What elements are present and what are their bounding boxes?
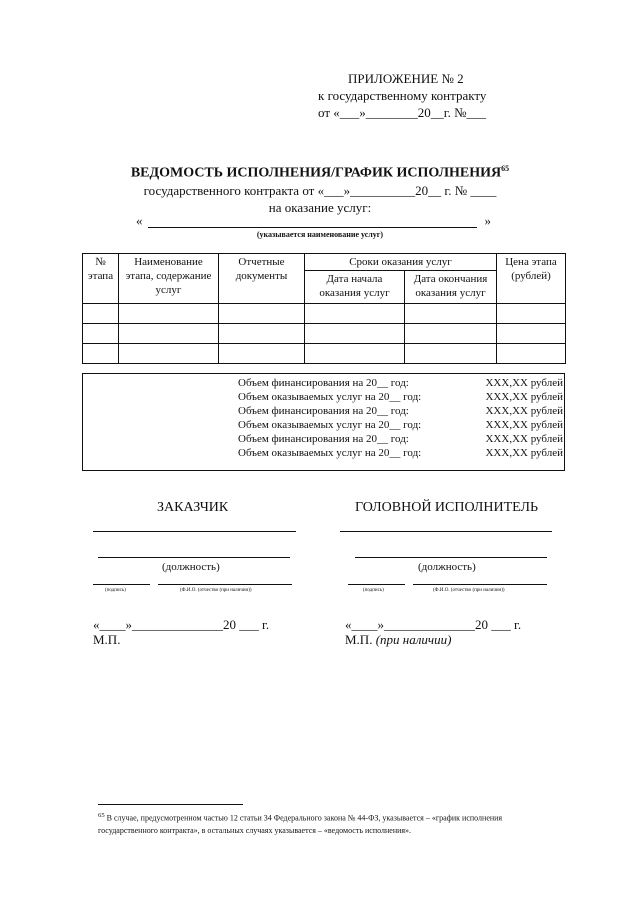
contractor-title: ГОЛОВНОЙ ИСПОЛНИТЕЛЬ (355, 500, 539, 515)
financing-value: XXX,XX рублей (485, 377, 563, 389)
col-service-terms: Сроки оказания услуг (305, 254, 497, 271)
col-stage-price: Цена этапа (рублей) (497, 254, 566, 304)
col-report-docs: Отчетные документы (219, 254, 305, 304)
close-quote: » (484, 213, 491, 228)
financing-row (238, 418, 563, 432)
contractor-signature-hint: (подпись) (363, 588, 384, 593)
financing-row (238, 446, 563, 460)
customer-date: «____»______________20 ___ г. (93, 617, 270, 632)
financing-label: Объем финансирования на 20__ год: (238, 433, 409, 445)
contractor-position-line (355, 557, 547, 558)
contractor-date: «____»______________20 ___ г. (345, 617, 522, 632)
col-start-date: Дата начала оказания услуг (305, 271, 405, 304)
open-quote: « (136, 213, 143, 228)
financing-label: Объем финансирования на 20__ год: (238, 377, 409, 389)
services-caption: на оказание услуг: (268, 199, 372, 215)
table-row (83, 304, 566, 324)
financing-label: Объем финансирования на 20__ год: (238, 405, 409, 417)
table-header-row (83, 254, 566, 271)
schedule-table (82, 253, 566, 364)
financing-value: XXX,XX рублей (485, 405, 563, 417)
financing-label: Объем оказываемых услуг на 20__ год: (238, 391, 422, 403)
financing-value: XXX,XX рублей (485, 391, 563, 403)
financing-value: XXX,XX рублей (485, 433, 563, 445)
footnote-number: 65 (98, 812, 105, 819)
financing-row (238, 432, 563, 446)
document-title-block (0, 160, 640, 216)
col-stage-no: № этапа (83, 254, 119, 304)
customer-signature-line (93, 584, 150, 585)
attachment-title: ПРИЛОЖЕНИЕ № 2 (348, 71, 464, 86)
financing-box (82, 373, 565, 471)
financing-list (238, 376, 563, 460)
contract-line: государственного контракта от «___»__________20__ г. № ____ (143, 182, 497, 198)
services-hint: (указывается наименование услуг) (256, 230, 384, 239)
contractor-stamp-note: (при наличии) (375, 632, 452, 647)
financing-label: Объем оказываемых услуг на 20__ год: (238, 447, 422, 459)
footnote-reference: 65 (501, 164, 510, 173)
customer-fio-line (158, 584, 292, 585)
table-row (83, 324, 566, 344)
services-underline (148, 227, 477, 228)
col-end-date: Дата окончания оказания услуг (405, 271, 497, 304)
financing-value: XXX,XX рублей (485, 419, 563, 431)
contractor-fio-line (413, 584, 547, 585)
attachment-header (318, 70, 486, 121)
customer-stamp: М.П. (93, 632, 121, 647)
table-row (83, 344, 566, 364)
contractor-stamp-label: М.П. (345, 632, 373, 647)
customer-position-label: (должность) (162, 561, 220, 573)
document-title: ВЕДОМОСТЬ ИСПОЛНЕНИЯ/ГРАФИК ИСПОЛНЕНИЯ$^{65}$ (130, 164, 510, 181)
customer-fio-hint: (Ф.И.О. (отчество (при наличии)) (180, 588, 252, 593)
customer-name-line (93, 531, 296, 532)
footnote-separator (98, 804, 243, 805)
contractor-signature-line (348, 584, 405, 585)
financing-label: Объем оказываемых услуг на 20__ год: (238, 419, 422, 431)
attachment-contract-ref: к государственному контракту (318, 88, 487, 103)
financing-value: XXX,XX рублей (485, 447, 563, 459)
contractor-stamp (345, 632, 451, 648)
contractor-fio-hint: (Ф.И.О. (отчество (при наличии)) (433, 588, 505, 593)
customer-title: ЗАКАЗЧИК (157, 500, 229, 515)
contractor-name-line (340, 531, 552, 532)
financing-row (238, 404, 563, 418)
col-stage-name: Наименование этапа, содержание услуг (119, 254, 219, 304)
financing-row (238, 390, 563, 404)
financing-row (238, 376, 563, 390)
customer-signature-hint: (подпись) (105, 588, 126, 593)
customer-position-line (98, 557, 290, 558)
contractor-position-label: (должность) (418, 561, 476, 573)
attachment-date-number: от «___»________20__г. №___ (318, 105, 487, 120)
footnote (98, 810, 558, 837)
footnote-text: В случае, предусмотренном частью 12 статьи 34 Федерального закона № 44-ФЗ, указывается – «график исполнения государственного контракта», в остальных случаях указывается – «ведомость исполнения». (98, 813, 503, 835)
